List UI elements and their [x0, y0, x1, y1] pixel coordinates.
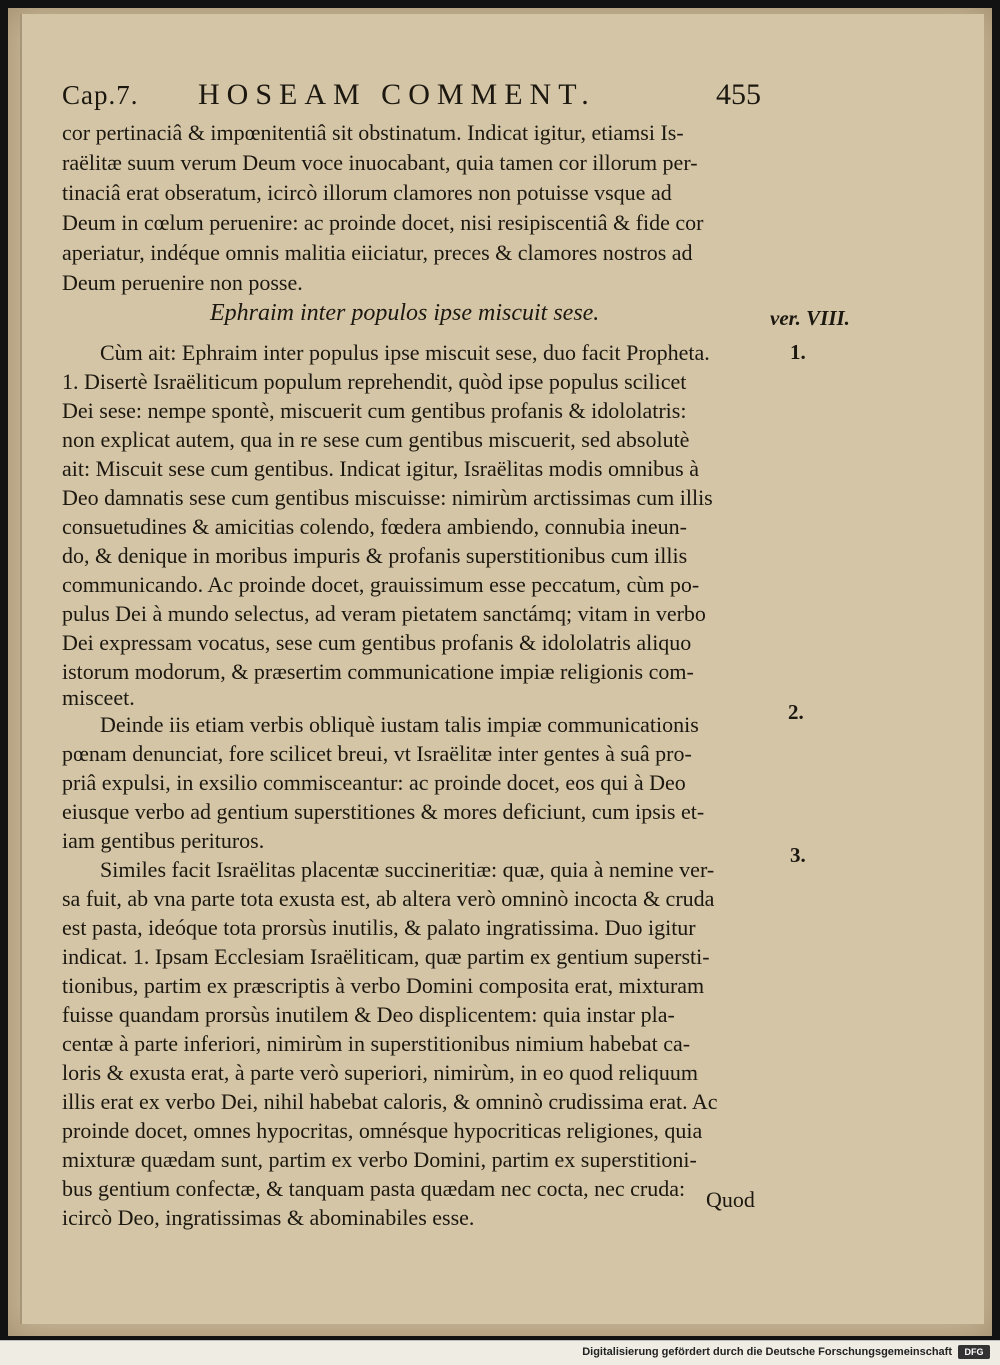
text-line: pœnam denunciat, fore scilicet breui, vt Israëlitæ inter gentes à suâ pro-: [62, 741, 692, 766]
text-line: bus gentium confectæ, & tanquam pasta quædam nec cocta, nec cruda:: [62, 1176, 686, 1201]
text-line: Deum peruenire non posse.: [62, 270, 303, 295]
margin-note-number: 3.: [790, 843, 806, 867]
text-line: est pasta, ideóque tota prorsùs inutilis, & palato ingratissima. Duo igitur: [62, 915, 696, 940]
text-line: Cùm ait: Ephraim inter populus ipse miscuit sese, duo facit Propheta.: [100, 340, 710, 365]
text-line: Deum in cœlum peruenire: ac proinde docet, nisi resipiscentiâ & fide cor: [62, 210, 704, 235]
text-line: ait: Miscuit sese cum gentibus. Indicat igitur, Israëlitas modis omnibus à: [62, 456, 700, 481]
dfg-logo: DFG: [958, 1345, 990, 1359]
text-line: Deinde iis etiam verbis obliquè iustam talis impiæ communicationis: [100, 712, 699, 737]
text-line: do, & denique in moribus impuris & profanis superstitionibus cum illis: [62, 543, 688, 568]
text-line: illis erat ex verbo Dei, nihil habebat caloris, & omninò crudissima erat. Ac: [62, 1089, 718, 1114]
catchword: Quod: [706, 1187, 755, 1212]
text-line: eiusque verbo ad gentium superstitiones & mores deficiunt, cum ipsis et-: [62, 799, 705, 824]
text-line: centæ à parte inferiori, nimirùm in superstitionibus nimium habebat ca-: [62, 1031, 691, 1056]
section-heading: Ephraim inter populos ipse miscuit sese.: [210, 300, 600, 326]
margin-note-verse: ver. VIII.: [770, 306, 850, 330]
text-line: communicando. Ac proinde docet, grauissimum esse peccatum, cùm po-: [62, 572, 700, 597]
text-line: istorum modorum, & præsertim communicatione impiæ religionis com-: [62, 659, 694, 684]
text-line: Deo damnatis sese cum gentibus miscuisse: nimirùm arctissimas cum illis: [62, 485, 713, 510]
text-line: priâ expulsi, in exsilio commisceantur: ac proinde docet, eos qui à Deo: [62, 770, 686, 795]
text-line: Dei expressam vocatus, sese cum gentibus profanis & idololatris aliquo: [62, 630, 692, 655]
text-line: tinaciâ erat obseratum, icircò illorum clamores non potuisse vsque ad: [62, 180, 672, 205]
text-line: non explicat autem, qua in re sese cum gentibus miscuerit, sed absolutè: [62, 427, 690, 452]
text-line: indicat. 1. Ipsam Ecclesiam Israëliticam, quæ partim ex gentium supersti-: [62, 944, 710, 969]
text-line: iam gentibus perituros.: [62, 828, 265, 853]
text-line: cor pertinaciâ & impœnitentiâ sit obstinatum. Indicat igitur, etiamsi Is-: [62, 120, 684, 145]
funding-credit: Digitalisierung gefördert durch die Deutsche Forschungsgemeinschaft: [582, 1346, 952, 1358]
text-line: raëlitæ suum verum Deum voce inuocabant, quia tamen cor illorum per-: [62, 150, 698, 175]
text-line: tionibus, partim ex præscriptis à verbo Domini composita erat, mixturam: [62, 973, 705, 998]
text-line: proinde docet, omnes hypocritas, omnésque hypocriticas religiones, quia: [62, 1118, 703, 1143]
running-head-chapter: Cap.7.: [62, 80, 139, 110]
text-line: fuisse quandam prorsùs inutilem & Deo displicentem: quia instar pla-: [62, 1002, 675, 1027]
text-line: Similes facit Israëlitas placentæ succineritiæ: quæ, quia à nemine ver-: [100, 857, 715, 882]
margin-note-number: 2.: [788, 700, 804, 724]
text-line: mixturæ quædam sunt, partim ex verbo Domini, partim ex superstitioni-: [62, 1147, 697, 1172]
text-line: misceet.: [62, 685, 135, 710]
text-line: Dei sese: nempe spontè, miscuerit cum gentibus profanis & idololatris:: [62, 398, 687, 423]
text-line: sa fuit, ab vna parte tota exusta est, ab altera verò omninò incocta & cruda: [62, 886, 715, 911]
text-line: aperiatur, indéque omnis malitia eiiciatur, preces & clamores nostros ad: [62, 240, 693, 265]
running-head-title: HOSEAM COMMENT.: [198, 78, 596, 111]
text-line: 1. Disertè Israëliticum populum reprehendit, quòd ipse populus scilicet: [62, 369, 687, 394]
text-line: loris & exusta erat, à parte verò superiori, nimirùm, in eo quod reliquum: [62, 1060, 699, 1085]
text-line: pulus Dei à mundo selectus, ad veram pietatem sanctámq; vitam in verbo: [62, 601, 706, 626]
text-line: consuetudines & amicitias colendo, fœdera ambiendo, connubia ineun-: [62, 514, 687, 539]
text-line: icircò Deo, ingratissimas & abominabiles esse.: [62, 1205, 475, 1230]
page-number: 455: [716, 78, 761, 111]
margin-note-number: 1.: [790, 340, 806, 364]
